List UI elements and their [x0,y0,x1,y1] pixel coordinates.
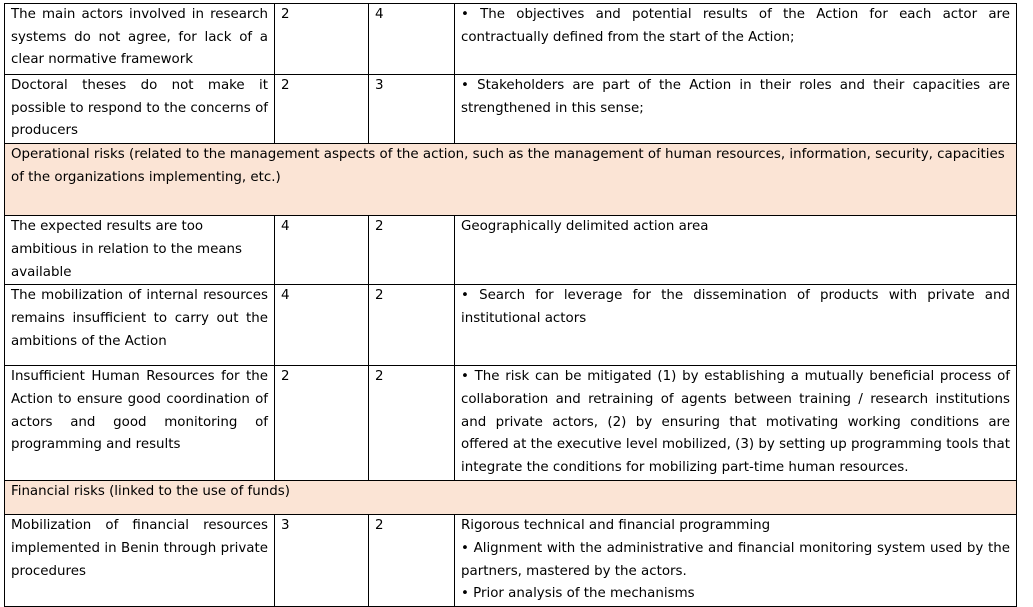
section-title-operational: Operational risks (related to the management aspects of the action, such as the management of human resources, information, security, capacities of the organizations implementing, etc.) [5,144,1017,216]
section-header-row [5,481,1017,515]
mitigation-line: • Stakeholders are part of the Action in their roles and their capacities are strengthened in this sense; [461,78,1010,116]
mitigation-cell [455,366,1017,481]
table-row [5,216,1017,285]
table-row [5,285,1017,366]
mitigation-line: • The risk can be mitigated (1) by establishing a mutually beneficial process of collaboration and retraining of agents between training / research institutions and private actors, (2) by ensuring that motivating working conditions are offered at the executive level mobilized, (3) by setting up programming tools that integrate the conditions for mobilizing part-time human resources. [461,369,1010,476]
probability-cell: 2 [275,4,369,75]
impact-cell: 2 [369,515,455,607]
section-header-row [5,144,1017,216]
mitigation-cell [455,515,1017,607]
mitigation-line: Rigorous technical and financial programming [461,518,771,534]
risk-description-cell: Doctoral theses do not make it possible to respond to the concerns of producers [5,75,275,144]
table-row [5,366,1017,481]
table-row [5,515,1017,607]
mitigation-cell [455,285,1017,366]
mitigation-cell [455,4,1017,75]
risk-description-cell: Insufficient Human Resources for the Action to ensure good coordination of actors and good monitoring of programming and results [5,366,275,481]
impact-cell: 4 [369,4,455,75]
impact-cell: 3 [369,75,455,144]
risk-description-cell: The mobilization of internal resources remains insufficient to carry out the ambitions of the Action [5,285,275,366]
impact-cell: 2 [369,285,455,366]
section-title-financial: Financial risks (linked to the use of funds) [5,481,1017,515]
probability-cell: 4 [275,285,369,366]
mitigation-line: • The objectives and potential results of the Action for each actor are contractually defined from the start of the Action; [461,7,1010,45]
probability-cell: 2 [275,366,369,481]
impact-cell: 2 [369,216,455,285]
risk-description-cell: The expected results are too ambitious in relation to the means available [5,216,275,285]
mitigation-line: Geographically delimited action area [461,219,709,235]
risk-table [4,3,1017,607]
risk-description-cell: The main actors involved in research systems do not agree, for lack of a clear normative framework [5,4,275,75]
risk-description-cell: Mobilization of financial resources implemented in Benin through private procedures [5,515,275,607]
probability-cell: 2 [275,75,369,144]
impact-cell: 2 [369,366,455,481]
table-row [5,75,1017,144]
mitigation-line: • Search for leverage for the dissemination of products with private and institutional actors [461,288,1010,326]
probability-cell: 3 [275,515,369,607]
mitigation-cell [455,75,1017,144]
mitigation-cell [455,216,1017,285]
mitigation-line: • Prior analysis of the mechanisms [461,586,695,602]
table-row [5,4,1017,75]
probability-cell: 4 [275,216,369,285]
mitigation-line: • Alignment with the administrative and financial monitoring system used by the partners, mastered by the actors. [461,540,1010,579]
